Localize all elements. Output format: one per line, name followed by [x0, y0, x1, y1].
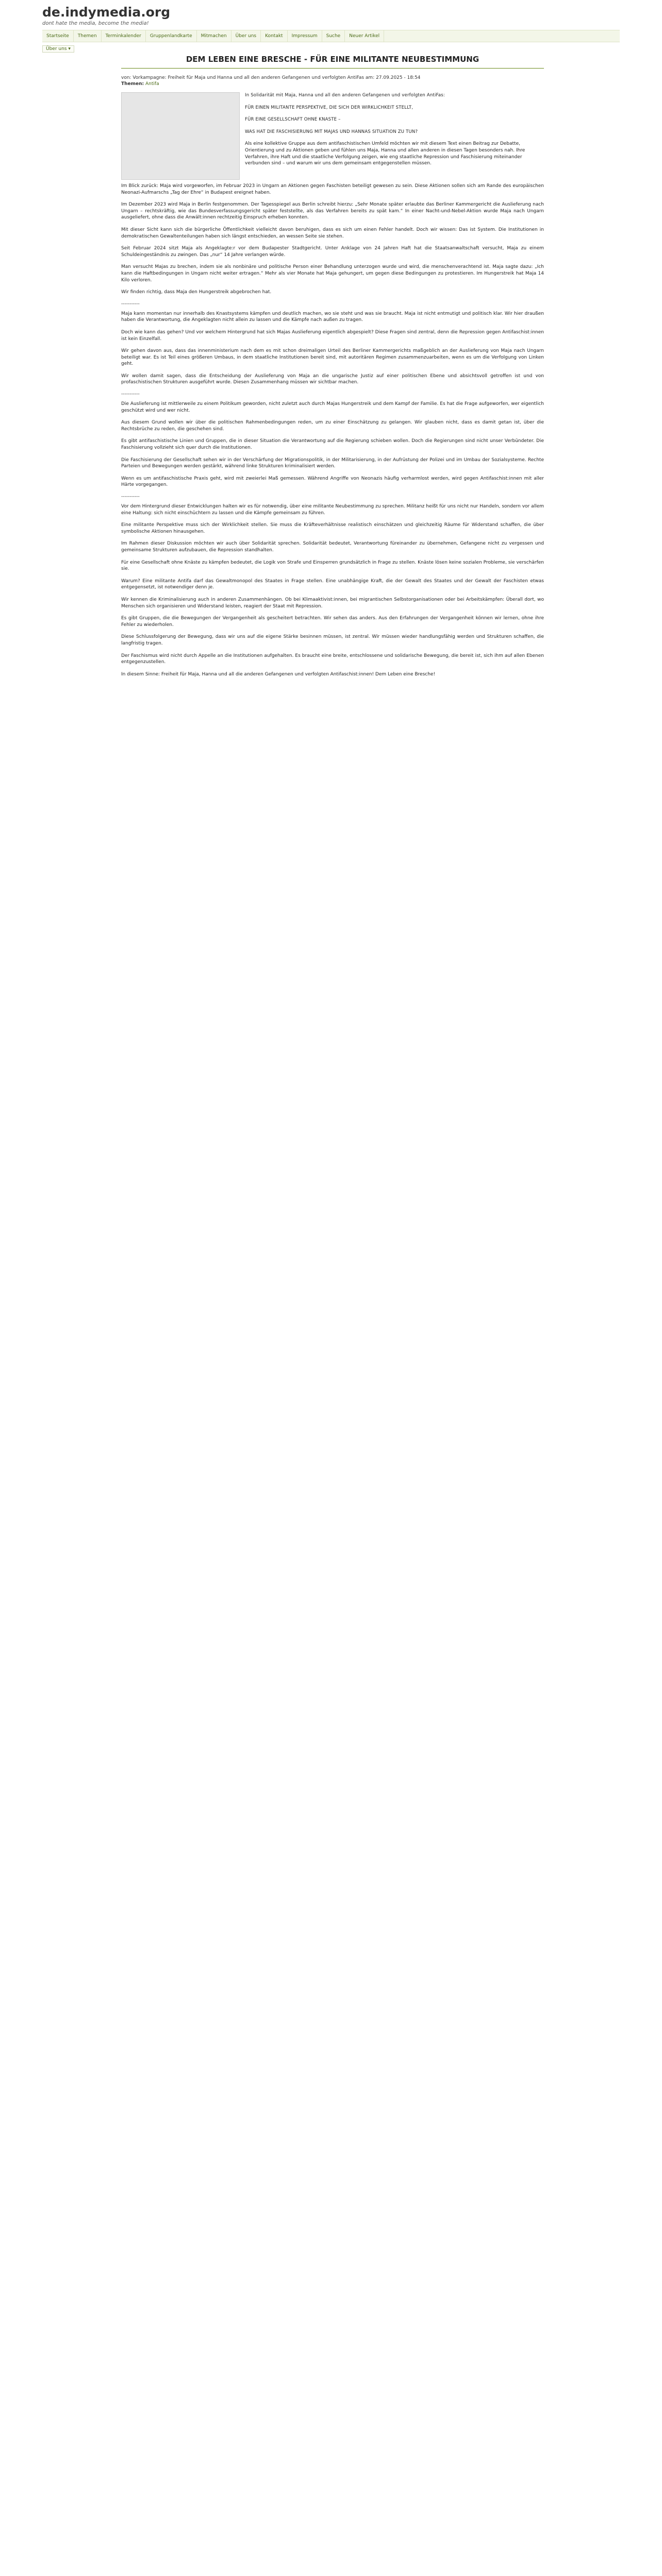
section-separator: -----------: [121, 301, 140, 307]
article-image[interactable]: [121, 92, 240, 180]
section-separator: -----------: [121, 494, 140, 499]
paragraph: Für eine Gesellschaft ohne Knäste zu kämpfen bedeutet, die Logik von Strafe und Einsperren grundsätzlich in Frage zu stellen. Knäste lösen keine sozialen Probleme, sie verschärfen sie.: [121, 560, 544, 572]
paragraph: Die Faschisierung der Gesellschaft sehen wir in der Verschärfung der Migrationspolitik, in der Militarisierung, in der Aufrüstung der Polizei und im Umbau der Sozialsysteme. Rechte Parteien und Bewegungen werden gestärkt, während linke Strukturen kriminalisiert werden.: [121, 457, 544, 469]
article-body: [121, 183, 544, 677]
nav-suche[interactable]: Suche: [322, 30, 345, 42]
main-navigation: [42, 30, 620, 42]
paragraph: Die Auslieferung ist mittlerweile zu einem Politikum geworden, nicht zuletzt auch durch Majas Hungerstreik und dem Kampf der Familie. Es hat die Frage aufgeworfen, wer eigentlich geschützt wird und wer nicht.: [121, 401, 544, 413]
paragraph: Eine militante Perspektive muss sich der Wirklichkeit stellen. Sie muss die Kräfteverhältnisse realistisch einschätzen und gleichzeitig Räume für Widerstand schaffen, die über symbolische Aktionen hinausgehen.: [121, 522, 544, 534]
nav-gruppenlandkarte[interactable]: Gruppenlandkarte: [146, 30, 197, 42]
topics-label: Themen:: [121, 81, 144, 87]
section-separator: -----------: [121, 392, 140, 397]
chevron-down-icon: ▾: [68, 46, 71, 52]
site-header: [0, 0, 662, 30]
paragraph: Wir wollen damit sagen, dass die Entscheidung der Auslieferung von Maja an die ungarische Justiz auf einer politischen Ebene und absichtsvoll getroffen ist und von profaschistischen Strukturen ausgeführt wurde. Diesen Zusammenhang müssen wir sichtbar machen.: [121, 373, 544, 385]
nav-mitmachen[interactable]: Mitmachen: [197, 30, 231, 42]
nav-startseite[interactable]: Startseite: [42, 30, 74, 42]
nav-impressum[interactable]: Impressum: [288, 30, 322, 42]
article-title: DEM LEBEN EINE BRESCHE - FÜR EINE MILITANTE NEUBESTIMMUNG: [186, 55, 479, 64]
paragraph: Im Rahmen dieser Diskussion möchten wir auch über Solidarität sprechen. Solidarität bedeutet, Verantwortung füreinander zu übernehmen, Gefangene nicht zu vergessen und gemeinsame Strukturen aufzubauen, die Repression standhalten.: [121, 541, 544, 553]
nav-terminkalender[interactable]: Terminkalender: [102, 30, 146, 42]
paragraph: Der Faschismus wird nicht durch Appelle an die Institutionen aufgehalten. Es braucht eine breite, entschlossene und solidarische Bewegung, die bereit ist, sich ihm auf allen Ebenen entgegenzustellen.: [121, 653, 544, 665]
paragraph: Es gibt Gruppen, die die Bewegungen der Vergangenheit als gescheitert betrachten. Wir sehen das anders. Aus den Erfahrungen der Vergangenheit können wir lernen, ohne ihre Fehler zu wiederholen.: [121, 616, 544, 628]
paragraph: Diese Schlussfolgerung der Bewegung, dass wir uns auf die eigene Stärke besinnen müssen, ist zentral. Wir müssen wieder handlungsfähig werden und Strukturen schaffen, die langfristig tragen.: [121, 634, 544, 646]
paragraph: Wenn es um antifaschistische Praxis geht, wird mit zweierlei Maß gemessen. Während Angriffe von Neonazis häufig verharmlost werden, wird gegen Antifaschist:innen mit aller Härte vorgegangen.: [121, 476, 544, 488]
sub-nav-select[interactable]: [42, 45, 74, 53]
paragraph: In diesem Sinne: Freiheit für Maja, Hanna und all die anderen Gefangenen und verfolgten Antifaschist:innen! Dem Leben eine Bresche!: [121, 671, 436, 677]
paragraph: Maja kann momentan nur innerhalb des Knastsystems kämpfen und deutlich machen, wo sie steht und was sie braucht. Maja ist nicht entmutigt und politisch klar. Wir hier draußen haben die Verantwortung, die Angeklagten nicht allein zu lassen und die Kämpfe nach außen zu tragen.: [121, 311, 544, 323]
paragraph: Wir kennen die Kriminalisierung auch in anderen Zusammenhängen. Ob bei Klimaaktivist:innen, bei migrantischen Selbstorganisationen oder bei Arbeitskämpfen: Überall dort, wo Menschen sich organisieren und Widerstand leisten, reagiert der Staat mit Repression.: [121, 597, 544, 609]
sub-nav-select-label: Über uns: [46, 46, 67, 52]
nav-neuer-artikel[interactable]: Neuer Artikel: [345, 30, 384, 42]
intro-line: WAS HAT DIE FASCHISIERUNG MIT MAJAS UND HANNAS SITUATION ZU TUN?: [245, 129, 418, 134]
paragraph: Doch wie kann das gehen? Und vor welchem Hintergrund hat sich Majas Auslieferung eigentlich abgespielt? Diese Fragen sind zentral, denn die Repression gegen Antifaschist:innen ist kein Einzelfall.: [121, 329, 544, 342]
topics-link[interactable]: Antifa: [145, 81, 159, 87]
nav-kontakt[interactable]: Kontakt: [261, 30, 287, 42]
paragraph: Man versucht Majas zu brechen, indem sie als nonbinäre und politische Person einer Behandlung unterzogen wurde und wird, die menschenverachtend ist. Maja sagte dazu: „Ich kann die Haftbedingungen in Ungarn nicht weiter ertragen.“ Mehr als vier Monate hat Maja gehungert, um gegen diese Bedingungen zu protestieren. Im Hungerstreik hat Maja 14 Kilo verloren.: [121, 264, 544, 283]
paragraph: Aus diesem Grund wollen wir über die politischen Rahmenbedingungen reden, um zu einer Einschätzung zu gelangen. Wir glauben nicht, dass es damit getan ist, über die Rechtsbrüche zu reden, die geschehen sind.: [121, 420, 544, 432]
site-title[interactable]: de.indymedia.org: [42, 5, 171, 20]
nav-ueber-uns[interactable]: Über uns: [231, 30, 261, 42]
paragraph: Wir gehen davon aus, dass das innenministerium nach dem es mit schon dreimaligen Urteil des Berliner Kammergerichts maßgeblich an der Auslieferung von Maja nach Ungarn beteiligt war. Es ist Teil eines größeren Umbaus, in dem staatliche Institutionen bereit sind, mit autoritären Regimen zusammenzuarbeiten, wenn es um die Verfolgung von Linken geht.: [121, 348, 544, 367]
paragraph: Es gibt antifaschistische Linien und Gruppen, die in dieser Situation die Verantwortung auf die Regierung schieben wollen. Doch die Regierungen sind nicht unser Verbündeter. Die Faschisierung vollzieht sich quer durch die Institutionen.: [121, 438, 544, 451]
site-tagline: dont hate the media, become the media!: [42, 21, 149, 26]
paragraph: Seit Februar 2024 sitzt Maja als Angeklagte:r vor dem Budapester Stadtgericht. Unter Anklage von 24 Jahren Haft hat die Staatsanwaltschaft versucht, Maja zu einem Schuldeingeständnis zu zwingen. Das „nur“ 14 Jahre verlangen würde.: [121, 246, 544, 258]
intro-line: FÜR EINEN MILITANTE PERSPEKTIVE, DIE SICH DER WIRKLICHKEIT STELLT,: [245, 105, 413, 110]
intro-line: FÜR EINE GESELLSCHAFT OHNE KNASTE –: [245, 117, 341, 123]
intro-text: Als eine kollektive Gruppe aus dem antifaschistischen Umfeld möchten wir mit diesem Text einen Beitrag zur Debatte, Orientierung und zu Aktionen geben und fühlen uns Maja, Hanna und allen anderen in diesen Tagen besonders nah. Ihre Verfahren, ihre Haft und die staatliche Verfolgung zeigen, wie eng staatliche Repression und Faschisierung miteinander verbunden sind – und warum wir uns dem gemeinsam entgegenstellen müssen.: [245, 141, 525, 166]
paragraph: Warum? Eine militante Antifa darf das Gewaltmonopol des Staates in Frage stellen. Eine unabhängige Kraft, die der Gewalt des Staates und der Gewalt der Faschisten etwas entgegensetzt, ist notwendiger denn je.: [121, 578, 544, 590]
paragraph: Wir finden richtig, dass Maja den Hungerstreik abgebrochen hat.: [121, 290, 272, 295]
paragraph: Im Dezember 2023 wird Maja in Berlin festgenommen. Der Tagesspiegel aus Berlin schreibt hierzu: „Sehr Monate später erlaubte das Berliner Kammergericht die Auslieferung nach Ungarn – rechtskräftig, wie das Bundesverfassungsgericht später feststellte, als das Verfahren bereits zu spät kam.“ In einer Nacht-und-Nebel-Aktion wurde Maja nach Ungarn ausgeliefert, ohne dass die Anwält:innen rechtzeitig Einspruch erheben konnten.: [121, 202, 544, 221]
title-divider: [121, 68, 544, 69]
article-byline: von: Vorkampagne: Freiheit für Maja und Hanna und all den anderen Gefangenen und verfolgten AntiFas am: 27.09.2025 - 18:54: [121, 75, 421, 80]
intro-line: In Solidarität mit Maja, Hanna und all den anderen Gefangenen und verfolgten AntiFas:: [245, 93, 445, 98]
article: [121, 52, 544, 683]
paragraph: Im Blick zurück: Maja wird vorgeworfen, im Februar 2023 in Ungarn an Aktionen gegen Faschisten beteiligt gewesen zu sein. Diese Aktionen sollen sich am Rande des europäischen Neonazi-Aufmarschs „Tag der Ehre“ in Budapest ereignet haben.: [121, 183, 544, 195]
article-topics: [121, 81, 544, 87]
paragraph: Vor dem Hintergrund dieser Entwicklungen halten wir es für notwendig, über eine militante Neubestimmung zu sprechen. Militanz heißt für uns nicht nur Handeln, sondern vor allem eine Haltung: sich nicht einschüchtern zu lassen und die Kämpfe gemeinsam zu führen.: [121, 504, 544, 516]
nav-themen[interactable]: Themen: [74, 30, 102, 42]
paragraph: Mit dieser Sicht kann sich die bürgerliche Öffentlichkeit vielleicht davon beruhigen, dass es sich um einen Fehler handelt. Doch wir wissen: Das ist System. Die Institutionen in demokratischen Gewaltenteilungen haben sich längst entschieden, an wessen Seite sie stehen.: [121, 227, 544, 239]
